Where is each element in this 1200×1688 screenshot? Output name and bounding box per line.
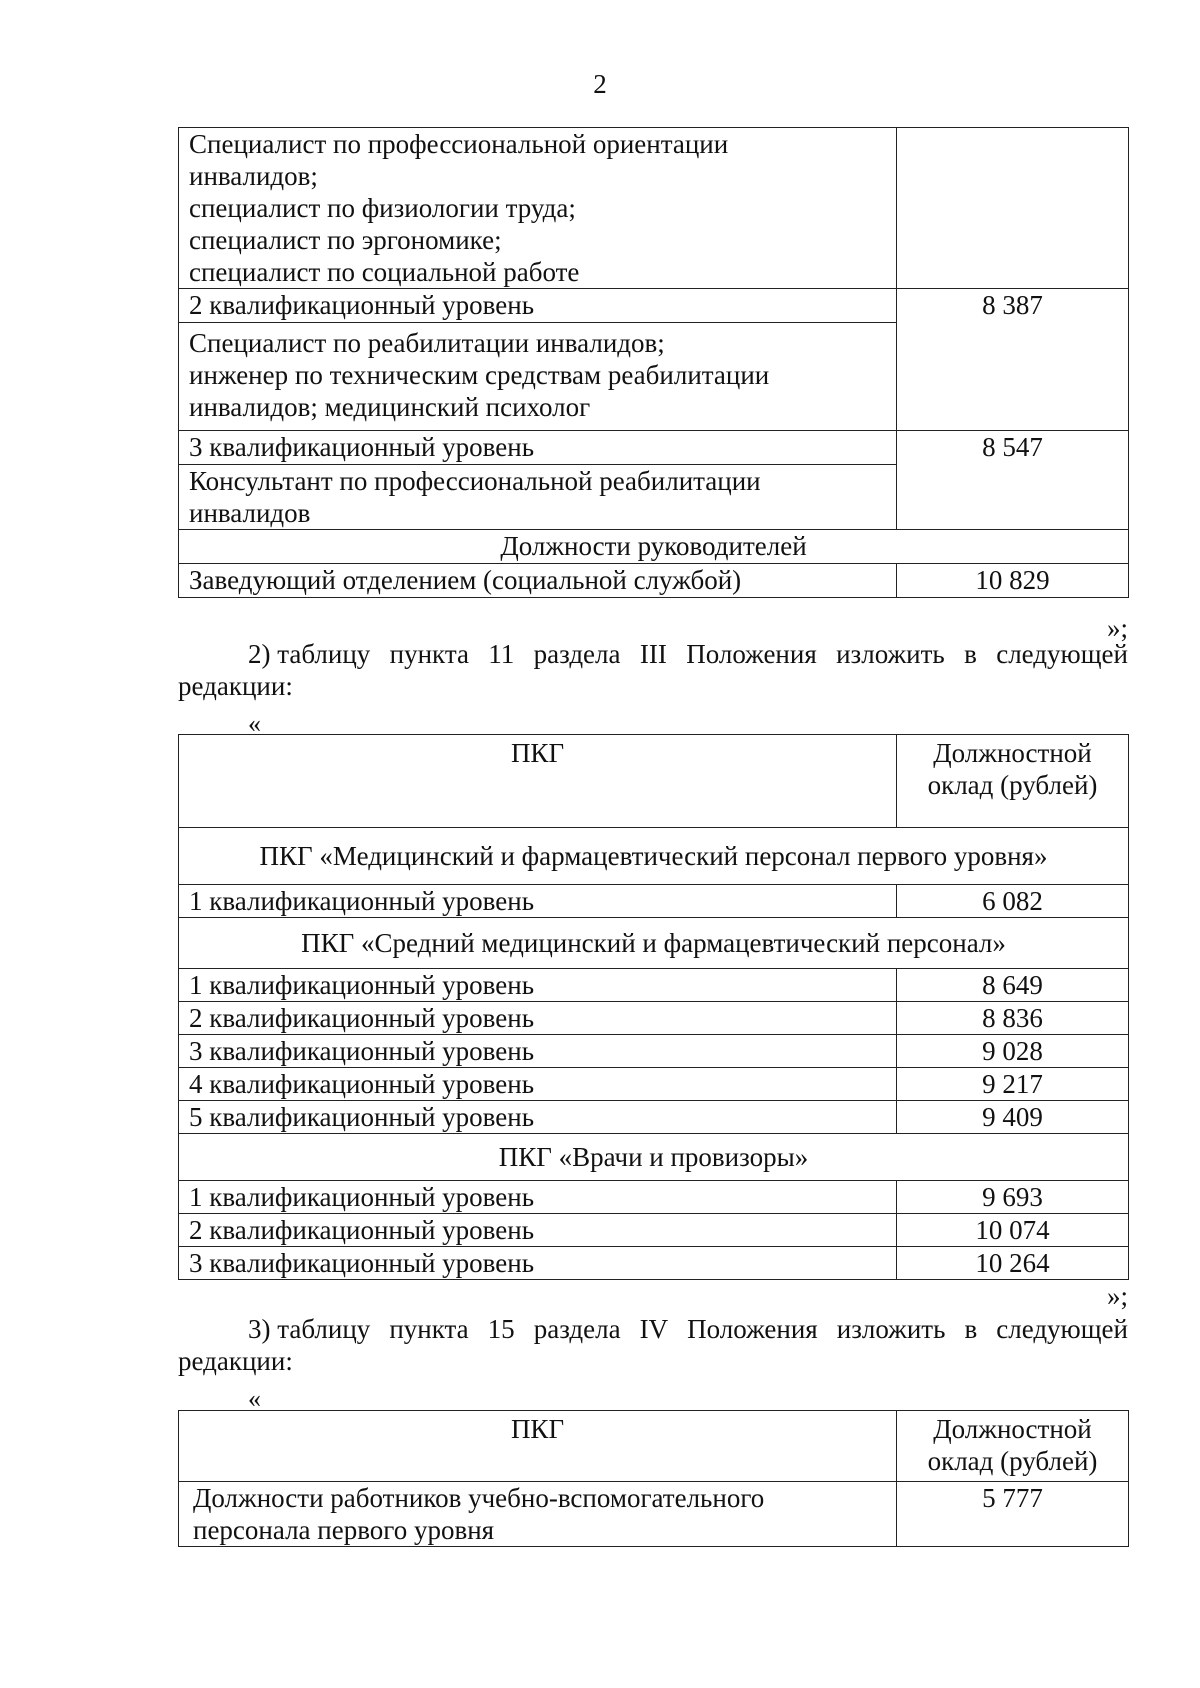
level-label: 4 квалификационный уровень <box>179 1068 897 1101</box>
position-line: инженер по техническим средствам реабилитации <box>189 360 770 390</box>
level-label: 1 квалификационный уровень <box>179 969 897 1002</box>
word: III <box>639 639 667 669</box>
table-row <box>179 431 1129 465</box>
word: раздела <box>533 1314 621 1344</box>
table-row <box>179 1035 1129 1068</box>
position-line: Должности работников учебно-вспомогательного <box>193 1483 765 1513</box>
word: Положения <box>686 639 817 669</box>
salary-value: 10 264 <box>897 1247 1129 1280</box>
page-number: 2 <box>593 69 607 99</box>
level-label: 3 квалификационный уровень <box>179 1247 897 1280</box>
opening-quote: « <box>248 709 261 738</box>
table-social-specialists <box>178 127 1129 598</box>
table-row <box>179 1214 1129 1247</box>
table-row <box>179 289 1129 323</box>
table-row <box>179 1247 1129 1280</box>
table-row <box>179 1134 1129 1181</box>
level-label: 2 квалификационный уровень <box>179 1002 897 1035</box>
paragraph-continuation: редакции: <box>178 1346 293 1376</box>
position-line: Специалист по профессиональной ориентации <box>189 129 729 159</box>
table-row <box>179 1482 1129 1547</box>
group-header: Должности руководителей <box>179 530 1129 564</box>
level-label: 3 квалификационный уровень <box>179 431 897 465</box>
position-list <box>179 465 897 530</box>
word: IV <box>639 1314 669 1344</box>
header-salary-line: оклад (рублей) <box>927 770 1098 800</box>
word: следующей <box>996 639 1128 669</box>
salary-value: 5 777 <box>897 1482 1129 1547</box>
closing-quote: »; <box>1106 1281 1128 1311</box>
position-line: Специалист по реабилитации инвалидов; <box>189 328 665 358</box>
table-medical-staff <box>178 734 1129 1280</box>
table-row <box>179 828 1129 885</box>
word: изложить <box>836 1314 946 1344</box>
group-header: ПКГ «Медицинский и фармацевтический персонал первого уровня» <box>179 828 1129 885</box>
level-label: 2 квалификационный уровень <box>179 289 897 323</box>
level-label: 1 квалификационный уровень <box>179 885 897 918</box>
paragraph-3 <box>178 1313 1128 1377</box>
level-label: 2 квалификационный уровень <box>179 1214 897 1247</box>
position-line: инвалидов; <box>189 161 318 191</box>
empty-cell <box>897 128 1129 289</box>
salary-value: 8 387 <box>897 289 1129 431</box>
word: 3) таблицу <box>248 1314 371 1344</box>
paragraph-continuation: редакции: <box>178 671 293 701</box>
header-pkg: ПКГ <box>179 735 897 828</box>
table-row <box>179 1002 1129 1035</box>
table-row <box>179 530 1129 564</box>
word: в <box>964 639 977 669</box>
level-label: 5 квалификационный уровень <box>179 1101 897 1134</box>
salary-value: 6 082 <box>897 885 1129 918</box>
position-line: инвалидов; медицинский психолог <box>189 392 591 422</box>
position-line: специалист по физиологии труда; <box>189 193 576 223</box>
salary-value: 9 028 <box>897 1035 1129 1068</box>
table-row <box>179 885 1129 918</box>
salary-value: 9 409 <box>897 1101 1129 1134</box>
salary-value: 10 074 <box>897 1214 1129 1247</box>
position-list <box>179 323 897 431</box>
header-salary <box>897 1411 1129 1482</box>
table-row <box>179 128 1129 289</box>
opening-quote: « <box>248 1384 261 1413</box>
salary-value: 8 547 <box>897 431 1129 530</box>
position-line: персонала первого уровня <box>193 1515 495 1545</box>
header-salary-line: оклад (рублей) <box>927 1446 1098 1476</box>
level-label: 3 квалификационный уровень <box>179 1035 897 1068</box>
salary-value: 9 693 <box>897 1181 1129 1214</box>
group-header: ПКГ «Средний медицинский и фармацевтический персонал» <box>179 918 1129 969</box>
table-header-row <box>179 735 1129 828</box>
position-list <box>179 128 897 289</box>
level-label: 1 квалификационный уровень <box>179 1181 897 1214</box>
salary-value: 10 829 <box>897 564 1129 598</box>
word: пункта <box>389 1314 469 1344</box>
position-line: Консультант по профессиональной реабилитации <box>189 466 761 496</box>
table-row <box>179 1181 1129 1214</box>
table-row <box>179 1101 1129 1134</box>
group-header: ПКГ «Врачи и провизоры» <box>179 1134 1129 1181</box>
word: пункта <box>389 639 469 669</box>
word: 15 <box>487 1314 515 1344</box>
word: 11 <box>488 639 515 669</box>
position-line: специалист по эргономике; <box>189 225 502 255</box>
header-salary <box>897 735 1129 828</box>
table-row <box>179 918 1129 969</box>
word: следующей <box>996 1314 1128 1344</box>
header-salary-line: Должностной <box>933 738 1092 768</box>
header-pkg: ПКГ <box>179 1411 897 1482</box>
position-list <box>179 1482 897 1547</box>
word: изложить <box>836 639 945 669</box>
paragraph-2 <box>178 638 1128 702</box>
table-row <box>179 1068 1129 1101</box>
salary-value: 9 217 <box>897 1068 1129 1101</box>
position-line: специалист по социальной работе <box>189 257 580 287</box>
position-line: инвалидов <box>189 498 311 528</box>
table-row <box>179 969 1129 1002</box>
table-header-row <box>179 1411 1129 1482</box>
header-salary-line: Должностной <box>933 1414 1092 1444</box>
closing-quote: »; <box>1106 613 1128 643</box>
word: в <box>964 1314 978 1344</box>
word: Положения <box>687 1314 818 1344</box>
table-row <box>179 564 1129 598</box>
salary-value: 8 649 <box>897 969 1129 1002</box>
table-educational-staff <box>178 1410 1129 1547</box>
salary-value: 8 836 <box>897 1002 1129 1035</box>
word: 2) таблицу <box>248 639 371 669</box>
level-label: Заведующий отделением (социальной службой) <box>179 564 897 598</box>
word: раздела <box>533 639 621 669</box>
